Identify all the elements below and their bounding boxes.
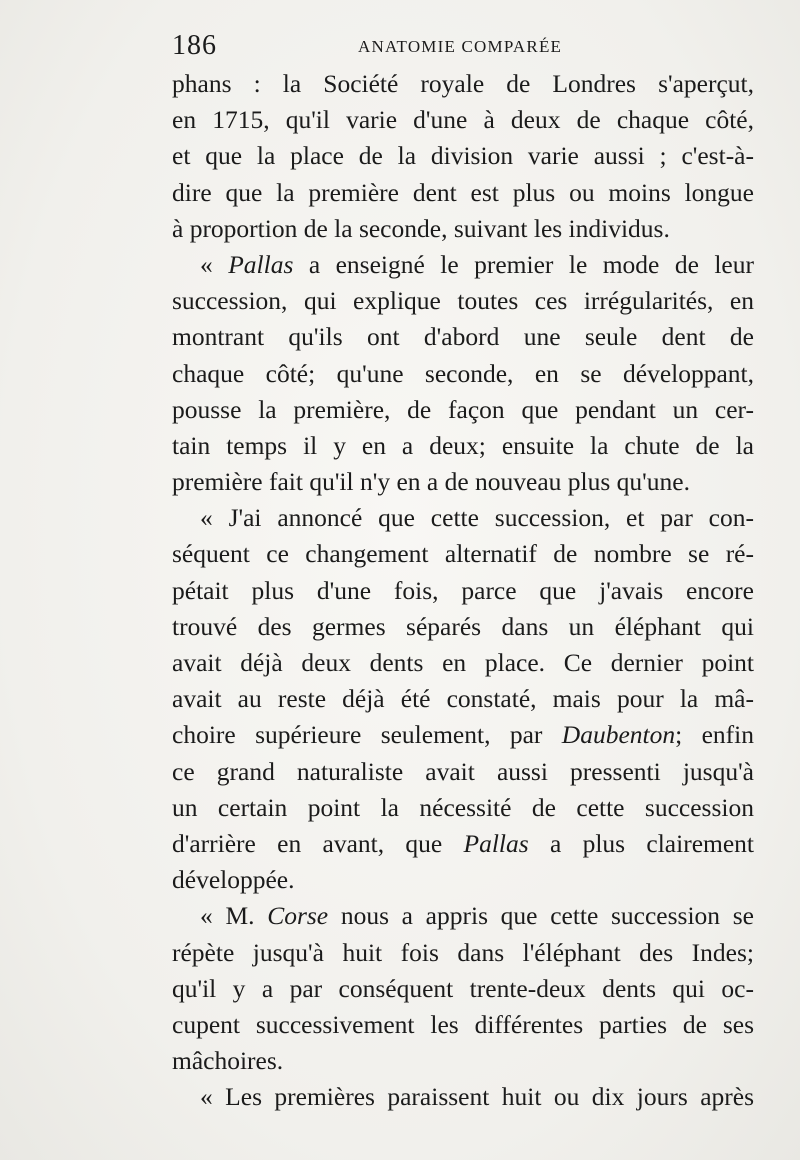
text-segment: tain temps il y en a deux; ensuite la chute de la (172, 430, 754, 460)
text-segment: dire que la première dent est plus ou moins longue (172, 177, 754, 207)
text-line (172, 645, 754, 681)
text-segment: « (200, 249, 229, 279)
text-line (172, 247, 754, 283)
text-line (172, 1079, 754, 1115)
text-line (172, 971, 754, 1007)
text-segment: séquent ce changement alternatif de nombre se ré- (172, 539, 754, 569)
text-segment: « Les premières paraissent huit ou dix jours après (200, 1082, 754, 1112)
text-segment: a enseigné le premier le mode de leur (293, 249, 754, 279)
text-segment: à proportion de la seconde, suivant les individus. (172, 213, 670, 243)
italic-name: Pallas (228, 249, 294, 279)
text-segment: « M. (200, 901, 268, 931)
text-segment: répète jusqu'à huit fois dans l'éléphant des Indes; (172, 937, 754, 967)
text-line (172, 356, 754, 392)
text-line (172, 138, 754, 174)
page-number: 186 (172, 30, 217, 61)
text-segment: développée. (172, 865, 295, 895)
text-segment: nous a appris que cette succession se (328, 901, 754, 931)
text-line (172, 283, 754, 319)
text-segment: pousse la première, de façon que pendant un cer- (172, 394, 754, 424)
text-line (172, 790, 754, 826)
text-segment: un certain point la nécessité de cette succession (172, 792, 754, 822)
text-segment: qu'il y a par conséquent trente-deux dents qui oc- (172, 973, 754, 1003)
text-line (172, 754, 754, 790)
text-segment: choire supérieure seulement, par (172, 720, 562, 750)
text-line (172, 392, 754, 428)
text-line (172, 826, 754, 862)
italic-name: Daubenton (561, 720, 676, 750)
text-segment: trouvé des germes séparés dans un éléphant qui (172, 611, 754, 641)
text-line (172, 717, 754, 753)
text-segment: et que la place de la division varie aussi ; c'est-à- (172, 141, 754, 171)
text-line (172, 573, 754, 609)
text-segment: cupent successivement les différentes parties de ses (172, 1009, 754, 1039)
text-segment: chaque côté; qu'une seconde, en se développant, (172, 358, 754, 388)
text-segment: pétait plus d'une fois, parce que j'avais encore (172, 575, 754, 605)
text-line (172, 862, 754, 898)
page-header (172, 30, 754, 66)
italic-name: Pallas (463, 828, 529, 858)
text-line (172, 500, 754, 536)
text-segment: montrant qu'ils ont d'abord une seule dent de (172, 322, 754, 352)
running-head: ANATOMIE COMPARÉE (358, 37, 563, 56)
text-line (172, 428, 754, 464)
text-line (172, 102, 754, 138)
text-segment: mâchoires. (172, 1046, 284, 1076)
text-line (172, 609, 754, 645)
body-text (172, 66, 754, 1115)
text-segment: d'arrière en avant, que (172, 828, 464, 858)
text-line (172, 175, 754, 211)
italic-name: Corse (267, 901, 329, 931)
text-line (172, 464, 754, 500)
text-segment: ce grand naturaliste avait aussi pressenti jusqu'à (172, 756, 754, 786)
text-line (172, 1007, 754, 1043)
text-line (172, 898, 754, 934)
text-line (172, 211, 754, 247)
text-line (172, 935, 754, 971)
text-segment: ; enfin (675, 720, 754, 750)
text-line (172, 66, 754, 102)
text-segment: avait déjà deux dents en place. Ce dernier point (172, 648, 754, 677)
text-segment: avait au reste déjà été constaté, mais pour la mâ- (172, 684, 754, 714)
text-segment: « J'ai annoncé que cette succession, et par con- (200, 503, 754, 533)
text-segment: en 1715, qu'il varie d'une à deux de chaque côté, (172, 105, 754, 135)
text-line (172, 681, 754, 717)
text-line (172, 319, 754, 355)
text-segment: phans : la Société royale de Londres s'aperçut, (172, 69, 754, 98)
text-segment: a plus clairement (528, 828, 754, 858)
text-line (172, 536, 754, 572)
text-segment: première fait qu'il n'y en a de nouveau plus qu'une. (172, 467, 690, 497)
text-line (172, 1043, 754, 1079)
text-segment: succession, qui explique toutes ces irrégularités, en (172, 286, 754, 316)
